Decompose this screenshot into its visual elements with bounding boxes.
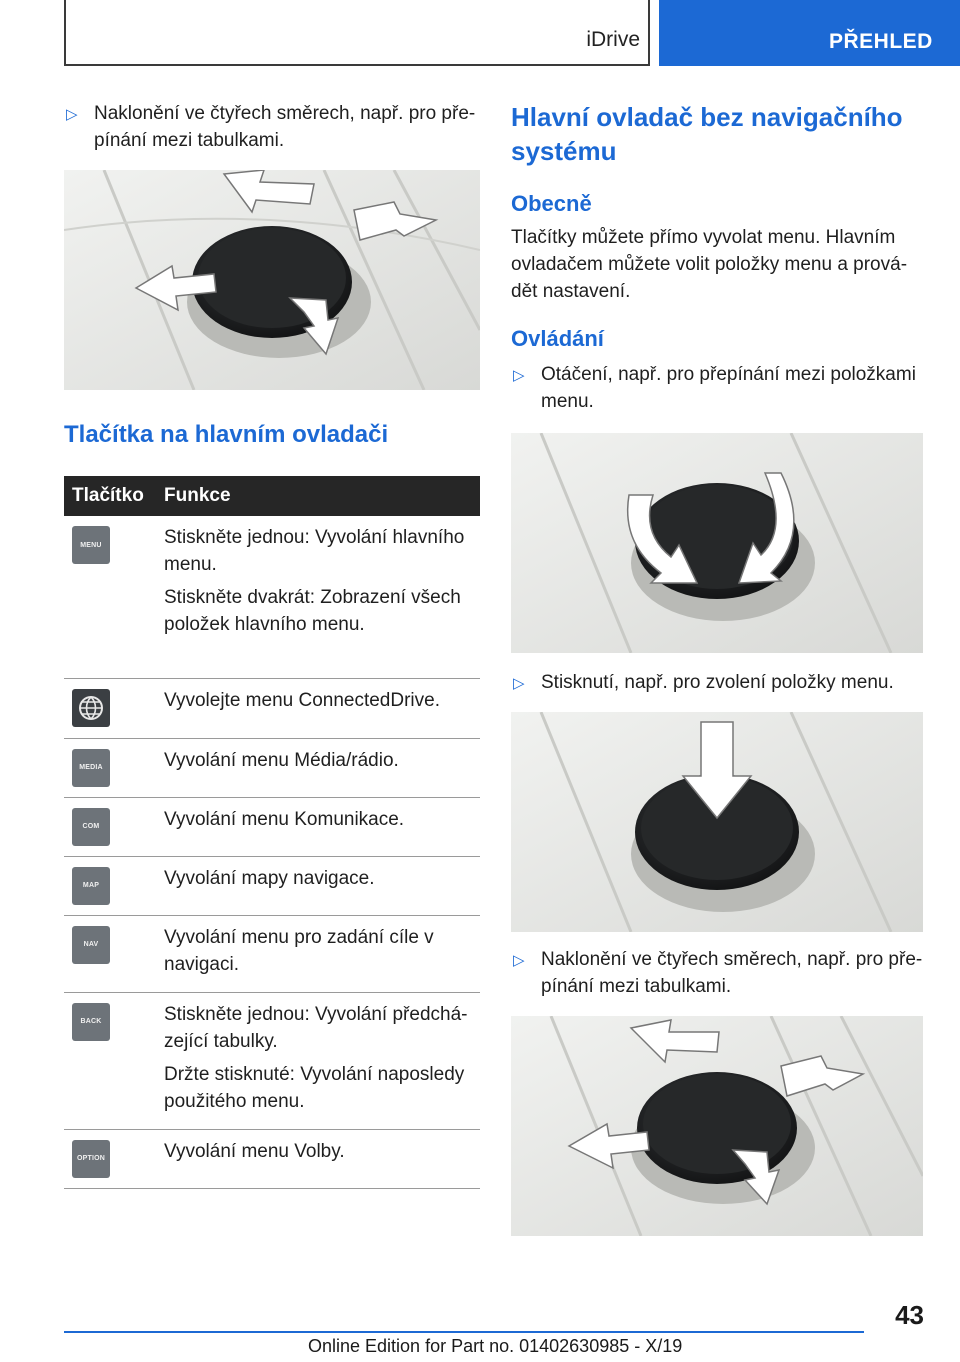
triangle-bullet-icon: ▷ <box>513 367 525 384</box>
triangle-bullet-icon: ▷ <box>513 675 525 692</box>
back-button-icon: BACK <box>72 1003 110 1041</box>
col-header-button: Tlačítko <box>64 476 156 516</box>
table-row <box>64 516 480 678</box>
table-row <box>64 678 480 738</box>
table-row <box>64 992 480 1129</box>
table-row <box>64 738 480 797</box>
row-text: Stiskněte dvakrát: Zobrazení všech položek hlavního menu. <box>164 587 461 635</box>
left-column <box>64 100 480 1189</box>
table-row <box>64 856 480 915</box>
controller-tilt-image-2 <box>511 1016 923 1236</box>
col-header-function: Funkce <box>156 476 480 516</box>
triangle-bullet-icon: ▷ <box>66 106 78 123</box>
table-header-row <box>64 476 480 516</box>
footer-edition: Online Edition for Part no. 01402630985 - X/19 <box>308 1336 683 1356</box>
buttons-table <box>64 476 480 1189</box>
globe-icon <box>72 689 110 727</box>
row-text: Vyvolání menu pro zadání cíle v navigaci. <box>164 926 434 975</box>
chapter-title: PŘEHLED <box>829 30 933 53</box>
row-text: Držte stisknuté: Vyvolání naposledy použitého menu. <box>164 1063 465 1112</box>
controller-press-image <box>511 712 923 932</box>
nav-button-icon: NAV <box>72 926 110 964</box>
table-row <box>64 797 480 856</box>
bullet-tilt-left <box>64 100 480 154</box>
bullet-rotate <box>511 361 923 415</box>
row-text: Vyvolání menu Volby. <box>164 1140 345 1162</box>
bullet-press <box>511 669 923 696</box>
row-text: Vyvolání menu Média/rádio. <box>164 749 399 771</box>
footer-divider <box>64 1331 864 1333</box>
table-row <box>64 1129 480 1188</box>
row-text: Stiskněte jednou: Vyvolání předcházející tabulky. <box>164 1003 468 1052</box>
subheading-general: Obecně <box>511 191 592 216</box>
controller-rotate-image <box>511 433 923 653</box>
option-button-icon: OPTION <box>72 1140 110 1178</box>
row-text: Vyvolání mapy navigace. <box>164 867 375 889</box>
row-text: Vyvolání menu Komunikace. <box>164 808 405 830</box>
com-button-icon: COM <box>72 808 110 846</box>
row-text: Vyvolejte menu ConnectedDrive. <box>164 689 440 711</box>
section-heading-buttons: Tlačítka na hlavním ovladači <box>64 421 389 448</box>
section-title: iDrive <box>586 28 640 51</box>
bullet-text: Naklonění ve čtyřech směrech, např. pro přepínání mezi tabulkami. <box>541 949 923 997</box>
subheading-operation: Ovládání <box>511 326 604 351</box>
bullet-tilt-right <box>511 946 923 1000</box>
page-number: 43 <box>895 1300 924 1330</box>
triangle-bullet-icon: ▷ <box>513 952 525 969</box>
row-text: Stiskněte jednou: Vyvolání hlavního menu. <box>164 527 465 575</box>
media-button-icon: MEDIA <box>72 749 110 787</box>
general-paragraph: Tlačítky můžete přímo vyvolat menu. Hlavním ovladačem můžete volit položky menu a provádět nastavení. <box>511 227 908 302</box>
bullet-text: Naklonění ve čtyřech směrech, např. pro přepínání mezi tabulkami. <box>94 103 476 151</box>
controller-tilt-image <box>64 170 480 390</box>
map-button-icon: MAP <box>72 867 110 905</box>
right-column <box>511 100 923 1236</box>
table-row <box>64 915 480 992</box>
bullet-text: Otáčení, např. pro přepínání mezi položkami menu. <box>541 364 916 412</box>
bullet-text: Stisknutí, např. pro zvolení položky menu. <box>541 672 894 693</box>
menu-button-icon: MENU <box>72 526 110 564</box>
chapter-tab[interactable] <box>659 0 960 66</box>
header-frame <box>64 0 650 66</box>
section-heading-controller: Hlavní ovladač bez navigačního systému <box>511 102 903 166</box>
